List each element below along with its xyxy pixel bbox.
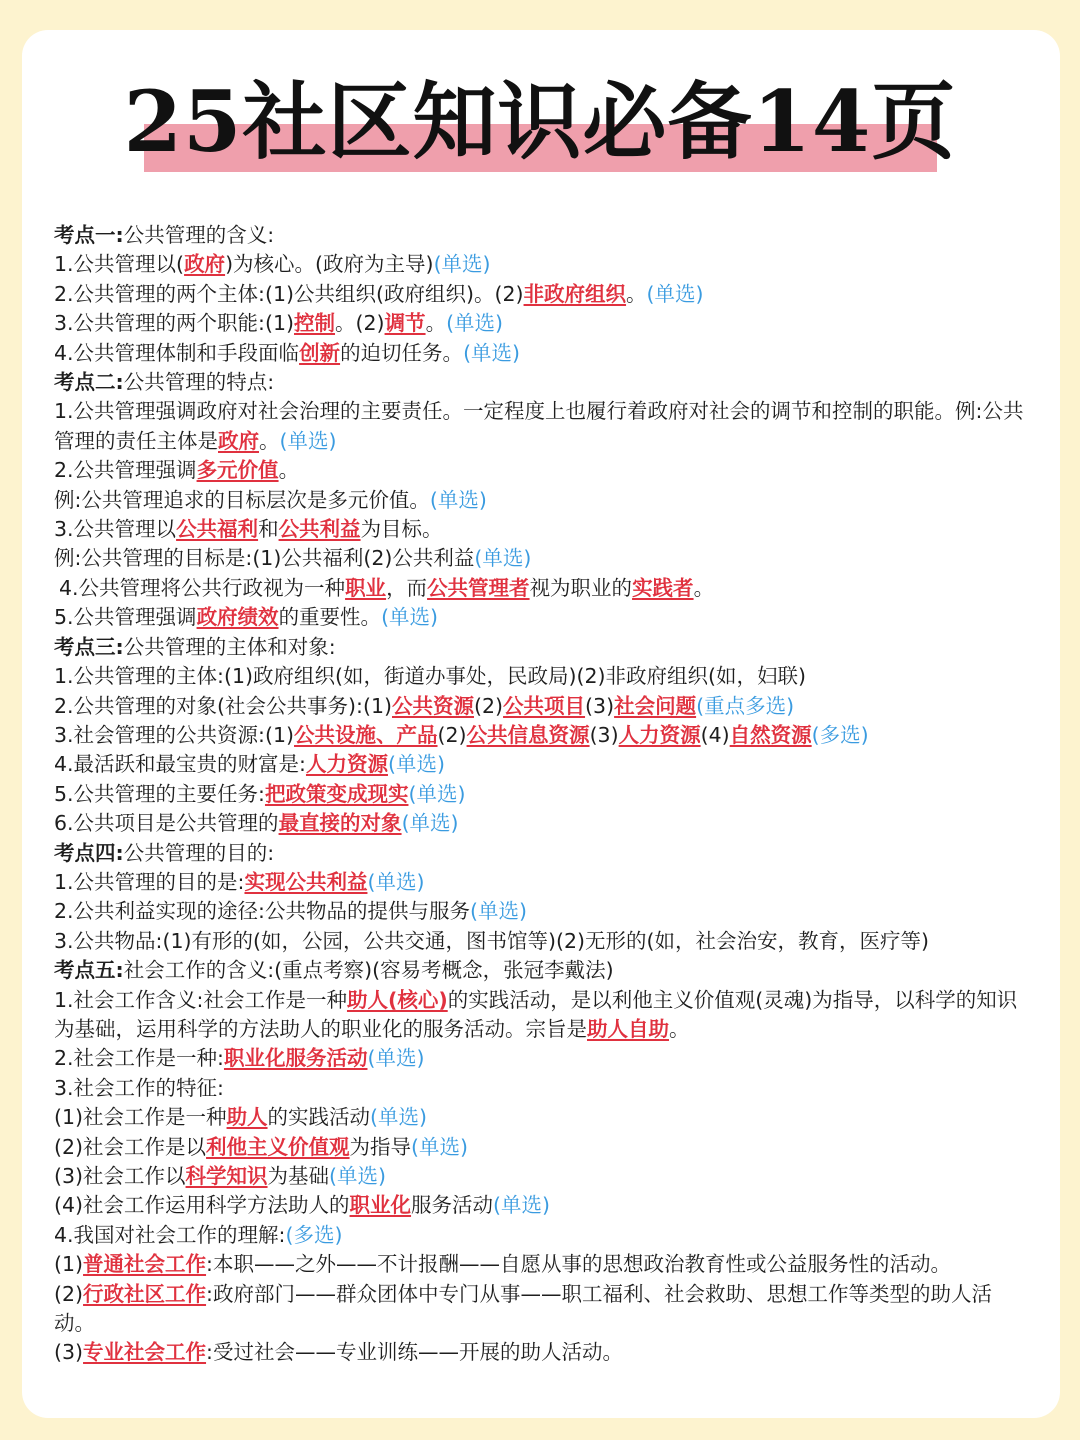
note-line xyxy=(54,1162,1024,1191)
line-text: 。 xyxy=(259,428,280,453)
note-line xyxy=(54,221,1024,250)
line-text: 5.公共管理的主要任务: xyxy=(54,781,265,806)
line-text: (3) xyxy=(54,1340,84,1365)
note-line xyxy=(54,692,1024,721)
note-line xyxy=(54,280,1024,309)
line-text: (2) xyxy=(474,693,504,718)
note-line xyxy=(54,1133,1024,1162)
note-line xyxy=(54,309,1024,338)
line-text: 服务活动 xyxy=(411,1193,494,1218)
line-text: 3.公共管理以 xyxy=(54,517,177,542)
note-line xyxy=(54,839,1024,868)
question-type-tag: (多选) xyxy=(811,722,869,747)
line-text: 2.公共管理的对象(社会公共事务):(1) xyxy=(54,693,392,718)
line-text: 4.公共管理体制和手段面临 xyxy=(54,340,300,365)
keyword-highlight: 实现公共利益 xyxy=(244,869,368,894)
section-heading: 考点二: xyxy=(54,370,124,395)
keyword-highlight: 专业社会工作 xyxy=(83,1340,207,1365)
line-text: 。 xyxy=(278,458,300,483)
line-text: 社会工作的含义:(重点考察)(容易考概念，张冠李戴法) xyxy=(123,958,614,983)
line-text: 1.社会工作含义:社会工作是一种 xyxy=(54,987,347,1012)
note-line xyxy=(54,250,1024,279)
line-text: 的实践活动 xyxy=(267,1105,371,1130)
line-text: (1) xyxy=(54,1252,84,1277)
line-text: (2) xyxy=(54,1281,84,1306)
note-line xyxy=(54,1250,1024,1279)
keyword-highlight: 助人 xyxy=(226,1105,268,1130)
line-text: 的重要性。 xyxy=(278,605,382,630)
keyword-highlight: 调节 xyxy=(384,311,426,336)
note-line xyxy=(54,809,1024,838)
line-text: (2) xyxy=(437,722,467,747)
line-text: (3) xyxy=(589,722,619,747)
keyword-highlight: 公共信息资源 xyxy=(466,722,590,747)
line-text: 5.公共管理强调 xyxy=(54,605,197,630)
line-text: 和 xyxy=(258,517,279,542)
line-text: (4)社会工作运用科学方法助人的 xyxy=(54,1193,350,1218)
keyword-highlight: 社会问题 xyxy=(614,693,697,718)
question-type-tag: (单选) xyxy=(329,1164,387,1188)
line-text: 3.公共物品:(1)有形的(如，公园，公共交通，图书馆等)(2)无形的(如，社会治安，教育，医疗等) xyxy=(54,928,930,953)
keyword-highlight: 公共利益 xyxy=(278,517,361,542)
note-line xyxy=(54,927,1024,956)
line-text: ，而 xyxy=(386,575,428,600)
line-text: 公共管理的主体和对象: xyxy=(123,634,336,659)
question-type-tag: (单选) xyxy=(646,281,704,306)
question-type-tag: (单选) xyxy=(463,340,521,365)
question-type-tag: (单选) xyxy=(408,781,466,806)
note-line xyxy=(54,368,1024,397)
question-type-tag: (单选) xyxy=(367,869,425,894)
keyword-highlight: 政府 xyxy=(218,428,259,453)
note-line xyxy=(54,1221,1024,1250)
line-text: 公共管理的含义: xyxy=(123,223,275,247)
question-type-tag: (单选) xyxy=(411,1134,469,1159)
question-type-tag: (单选) xyxy=(429,487,487,512)
keyword-highlight: 利他主义价值观 xyxy=(206,1134,350,1159)
question-type-tag: (单选) xyxy=(446,311,504,336)
line-text: 为指导 xyxy=(349,1134,412,1159)
line-text: 2.公共管理强调 xyxy=(54,458,197,483)
line-text: 3.社会工作的特征: xyxy=(54,1075,224,1100)
note-line xyxy=(54,750,1024,779)
keyword-highlight: 行政社区工作 xyxy=(83,1281,207,1306)
line-text: 4.我国对社会工作的理解: xyxy=(54,1222,286,1247)
line-text: 例:公共管理追求的目标层次是多元价值。 xyxy=(54,487,430,512)
line-text: 6.公共项目是公共管理的 xyxy=(54,811,279,836)
keyword-highlight: 实践者 xyxy=(632,575,694,600)
keyword-highlight: 公共福利 xyxy=(176,517,259,542)
line-text: (3) xyxy=(585,693,615,718)
line-text: 1.公共管理的目的是: xyxy=(54,869,245,894)
line-text: (4) xyxy=(700,722,730,747)
question-type-tag: (单选) xyxy=(370,1105,428,1130)
line-text: (3)社会工作以 xyxy=(54,1164,186,1188)
question-type-tag: (单选) xyxy=(469,899,527,924)
line-text: 4.公共管理将公共行政视为一种 xyxy=(59,575,346,600)
note-line xyxy=(54,339,1024,368)
keyword-highlight: 人力资源 xyxy=(305,752,388,777)
keyword-highlight: 自然资源 xyxy=(729,722,812,747)
note-line xyxy=(54,868,1024,897)
keyword-highlight: 职业化 xyxy=(349,1193,412,1218)
line-text: 。(2) xyxy=(335,311,385,336)
line-text: 2.公共利益实现的途径:公共物品的提供与服务 xyxy=(54,899,470,924)
note-line xyxy=(54,574,1024,603)
note-line xyxy=(54,1103,1024,1132)
line-text: 2.社会工作是一种: xyxy=(54,1046,224,1071)
note-line xyxy=(54,544,1024,573)
note-line xyxy=(54,633,1024,662)
note-line xyxy=(54,1338,1024,1367)
question-type-tag: (单选) xyxy=(367,1046,425,1071)
line-text: :本职——之外——不计报酬——自愿从事的思想政治教育性或公益服务性的活动。 xyxy=(206,1252,951,1277)
keyword-highlight: 公共管理者 xyxy=(427,575,530,600)
keyword-highlight: 把政策变成现实 xyxy=(264,781,409,806)
line-text: 4.最活跃和最宝贵的财富是: xyxy=(54,752,306,777)
keyword-highlight: 人力资源 xyxy=(618,722,701,747)
keyword-highlight: 非政府组织 xyxy=(523,281,627,306)
line-text: 。 xyxy=(693,575,715,600)
note-line xyxy=(54,897,1024,926)
keyword-highlight: 多元价值 xyxy=(196,458,279,483)
note-line xyxy=(54,486,1024,515)
keyword-highlight: 控制 xyxy=(294,311,336,336)
note-line xyxy=(54,780,1024,809)
line-text: 的迫切任务。 xyxy=(340,340,464,365)
keyword-highlight: 政府绩效 xyxy=(196,605,279,630)
line-text: 1.公共管理强调政府对社会治理的主要责任。一定程度上也履行着政府对社会的调节和控制的职能。例:公共管理的责任主体是 xyxy=(54,399,1024,453)
line-text: 2.公共管理的两个主体:(1)公共组织(政府组织)。(2) xyxy=(54,281,524,306)
line-text: 1.公共管理的主体:(1)政府组织(如，街道办事处，民政局)(2)非政府组织(如，妇联) xyxy=(54,664,807,689)
note-line xyxy=(54,721,1024,750)
note-line xyxy=(54,1044,1024,1073)
question-type-tag: (单选) xyxy=(387,752,445,777)
line-text: 为基础 xyxy=(267,1164,330,1188)
line-text: 的实践活动，是以利他主义价值观(灵魂)为指导，以科学的知识为基础，运用科学的方法助人的职业化的服务活动。宗旨是 xyxy=(54,987,1018,1041)
question-type-tag: (单选) xyxy=(381,605,439,630)
question-type-tag: (多选) xyxy=(285,1222,343,1247)
keyword-highlight: 助人自助 xyxy=(587,1016,669,1041)
note-line xyxy=(54,956,1024,985)
question-type-tag: (单选) xyxy=(493,1193,551,1218)
line-text: 视为职业的 xyxy=(529,575,633,600)
keyword-highlight: 职业 xyxy=(345,575,387,600)
note-line xyxy=(54,456,1024,485)
line-text: 3.公共管理的两个职能:(1) xyxy=(54,311,295,336)
note-line xyxy=(54,1280,1024,1339)
keyword-highlight: 政府 xyxy=(184,252,226,277)
line-text: (1)社会工作是一种 xyxy=(54,1105,227,1130)
section-heading: 考点三: xyxy=(54,634,124,659)
note-line xyxy=(54,1074,1024,1103)
note-line xyxy=(54,1191,1024,1220)
keyword-highlight: 公共设施、产品 xyxy=(294,722,438,747)
line-text: (2)社会工作是以 xyxy=(54,1134,207,1159)
keyword-highlight: 普通社会工作 xyxy=(83,1252,207,1277)
line-text: 。 xyxy=(669,1016,690,1041)
keyword-highlight: 公共资源 xyxy=(392,693,474,718)
keyword-highlight: 创新 xyxy=(299,340,341,365)
line-text: 为目标。 xyxy=(360,517,443,542)
notes-body xyxy=(54,221,1024,1368)
line-text: 。 xyxy=(626,281,647,306)
question-type-tag: (单选) xyxy=(474,546,532,571)
question-type-tag: (重点多选) xyxy=(696,693,795,718)
keyword-highlight: 科学知识 xyxy=(185,1164,268,1188)
page-title: 25社区知识必备14页 xyxy=(123,72,957,171)
note-line xyxy=(54,662,1024,691)
question-type-tag: (单选) xyxy=(279,428,337,453)
keyword-highlight: 助人(核心) xyxy=(346,987,448,1012)
line-text: :政府部门——群众团体中专门从事——职工福利、社会救助、思想工作等类型的助人活动。 xyxy=(54,1281,992,1336)
question-type-tag: (单选) xyxy=(401,811,459,836)
keyword-highlight: 最直接的对象 xyxy=(278,811,402,836)
line-text: 公共管理的目的: xyxy=(123,840,275,865)
line-text: )为核心。(政府为主导) xyxy=(225,252,434,277)
line-text: 3.社会管理的公共资源:(1) xyxy=(54,722,295,747)
note-line xyxy=(54,603,1024,632)
section-heading: 考点四: xyxy=(54,840,124,865)
line-text: 例:公共管理的目标是:(1)公共福利(2)公共利益 xyxy=(54,546,475,571)
note-line xyxy=(54,515,1024,544)
keyword-highlight: 职业化服务活动 xyxy=(223,1046,368,1071)
section-heading: 考点五: xyxy=(54,958,124,983)
line-text: 。 xyxy=(425,311,447,336)
section-heading: 考点一: xyxy=(54,223,124,247)
line-text: 1.公共管理以( xyxy=(54,252,185,277)
line-text: 公共管理的特点: xyxy=(123,370,275,395)
note-line xyxy=(54,397,1024,456)
note-line xyxy=(54,986,1024,1045)
line-text: :受过社会——专业训练——开展的助人活动。 xyxy=(206,1340,623,1365)
question-type-tag: (单选) xyxy=(433,252,491,277)
keyword-highlight: 公共项目 xyxy=(503,693,586,718)
